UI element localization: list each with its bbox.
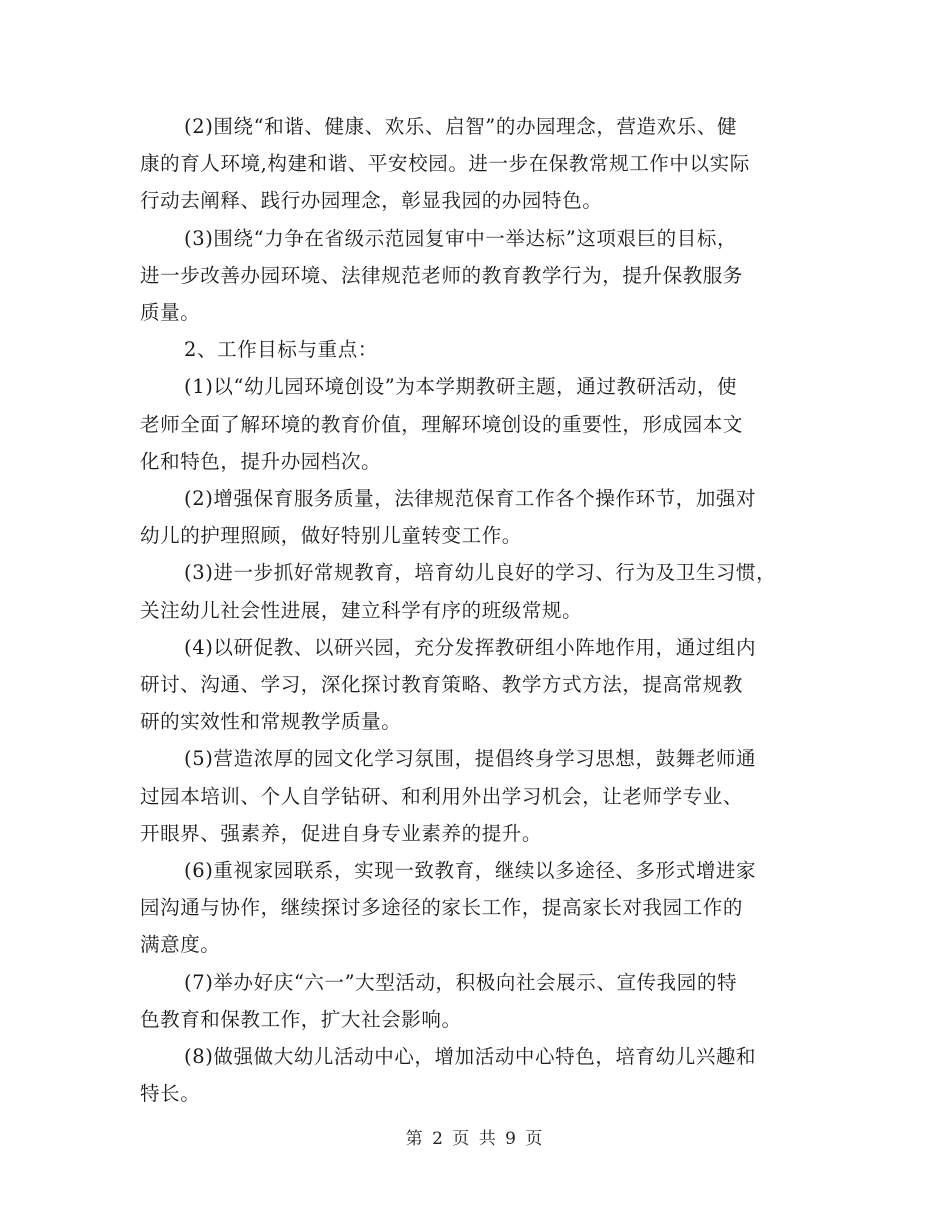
section-heading: [140, 331, 816, 368]
paragraph-line: 过园本培训、个人自学钻研、和利用外出学习机会，让老师学专业、: [140, 784, 744, 808]
goal-item-5: [140, 740, 816, 852]
section-heading-text: 2、工作目标与重点：: [184, 338, 378, 362]
paragraph-line: 康的育人环境,构建和谐、平安校园。进一步在保教常规工作中以实际: [140, 152, 750, 176]
paragraph-line: 幼儿的护理照顾，做好特别儿童转变工作。: [140, 524, 522, 548]
paragraph-line: 行动去阐释、践行办园理念，彰显我园的办园特色。: [140, 189, 603, 213]
paragraph-line: 色教育和保教工作，扩大社会影响。: [140, 1007, 462, 1031]
goal-item-6: [140, 852, 816, 964]
goal-item-1: [140, 368, 816, 480]
paragraph-item-3: [140, 220, 816, 332]
paragraph-line: (5)营造浓厚的园文化学习氛围，提倡终身学习思想，鼓舞老师通: [184, 747, 757, 771]
goal-item-2: [140, 480, 816, 554]
goal-item-8: [140, 1038, 816, 1112]
paragraph-line: (1)以“幼儿园环境创设”为本学期教研主题，通过教研活动，使: [184, 375, 738, 399]
page-number-footer: 第 2 页 共 9 页: [405, 1129, 545, 1149]
paragraph-line: 研讨、沟通、学习，深化探讨教育策略、教学方式方法，提高常规教: [140, 673, 744, 697]
paragraph-line: (2)围绕“和谐、健康、欢乐、启智”的办园理念，营造欢乐、健: [184, 115, 738, 138]
paragraph-item-2: [140, 108, 816, 220]
goal-item-3: [140, 554, 816, 628]
paragraph-line: (8)做强做大幼儿活动中心，增加活动中心特色，培育幼儿兴趣和: [184, 1045, 757, 1069]
paragraph-line: 关注幼儿社会性进展，建立科学有序的班级常规。: [140, 598, 583, 622]
paragraph-line: 质量。: [140, 301, 201, 325]
paragraph-line: (6)重视家园联系，实现一致教育，继续以多途径、多形式增进家: [184, 859, 757, 883]
paragraph-line: 化和特色，提升办园档次。: [140, 449, 382, 473]
paragraph-line: (3)围绕“力争在省级示范园复审中一举达标”这项艰巨的目标，: [184, 226, 738, 250]
paragraph-line: 开眼界、强素养，促进自身专业素养的提升。: [140, 821, 543, 845]
document-body: [140, 108, 816, 1112]
paragraph-line: (7)举办好庆“六一”大型活动，积极向社会展示、宣传我园的特: [184, 970, 738, 994]
paragraph-line: 特长。: [140, 1082, 201, 1106]
paragraph-line: 园沟通与协作，继续探讨多途径的家长工作，提高家长对我园工作的: [140, 896, 744, 920]
paragraph-line: 进一步改善办园环境、法律规范老师的教育教学行为，提升保教服务: [140, 263, 744, 287]
goal-item-4: [140, 629, 816, 741]
paragraph-line: (4)以研促教、以研兴园，充分发挥教研组小阵地作用，通过组内: [184, 635, 757, 659]
paragraph-line: (2)增强保育服务质量，法律规范保育工作各个操作环节，加强对: [184, 487, 757, 511]
paragraph-line: 研的实效性和常规教学质量。: [140, 710, 402, 734]
paragraph-line: 老师全面了解环境的教育价值，理解环境创设的重要性，形成园本文: [140, 412, 744, 436]
goal-item-7: [140, 964, 816, 1038]
paragraph-line: 满意度。: [140, 933, 221, 957]
paragraph-line: (3)进一步抓好常规教育，培育幼儿良好的学习、行为及卫生习惯，: [184, 561, 777, 585]
